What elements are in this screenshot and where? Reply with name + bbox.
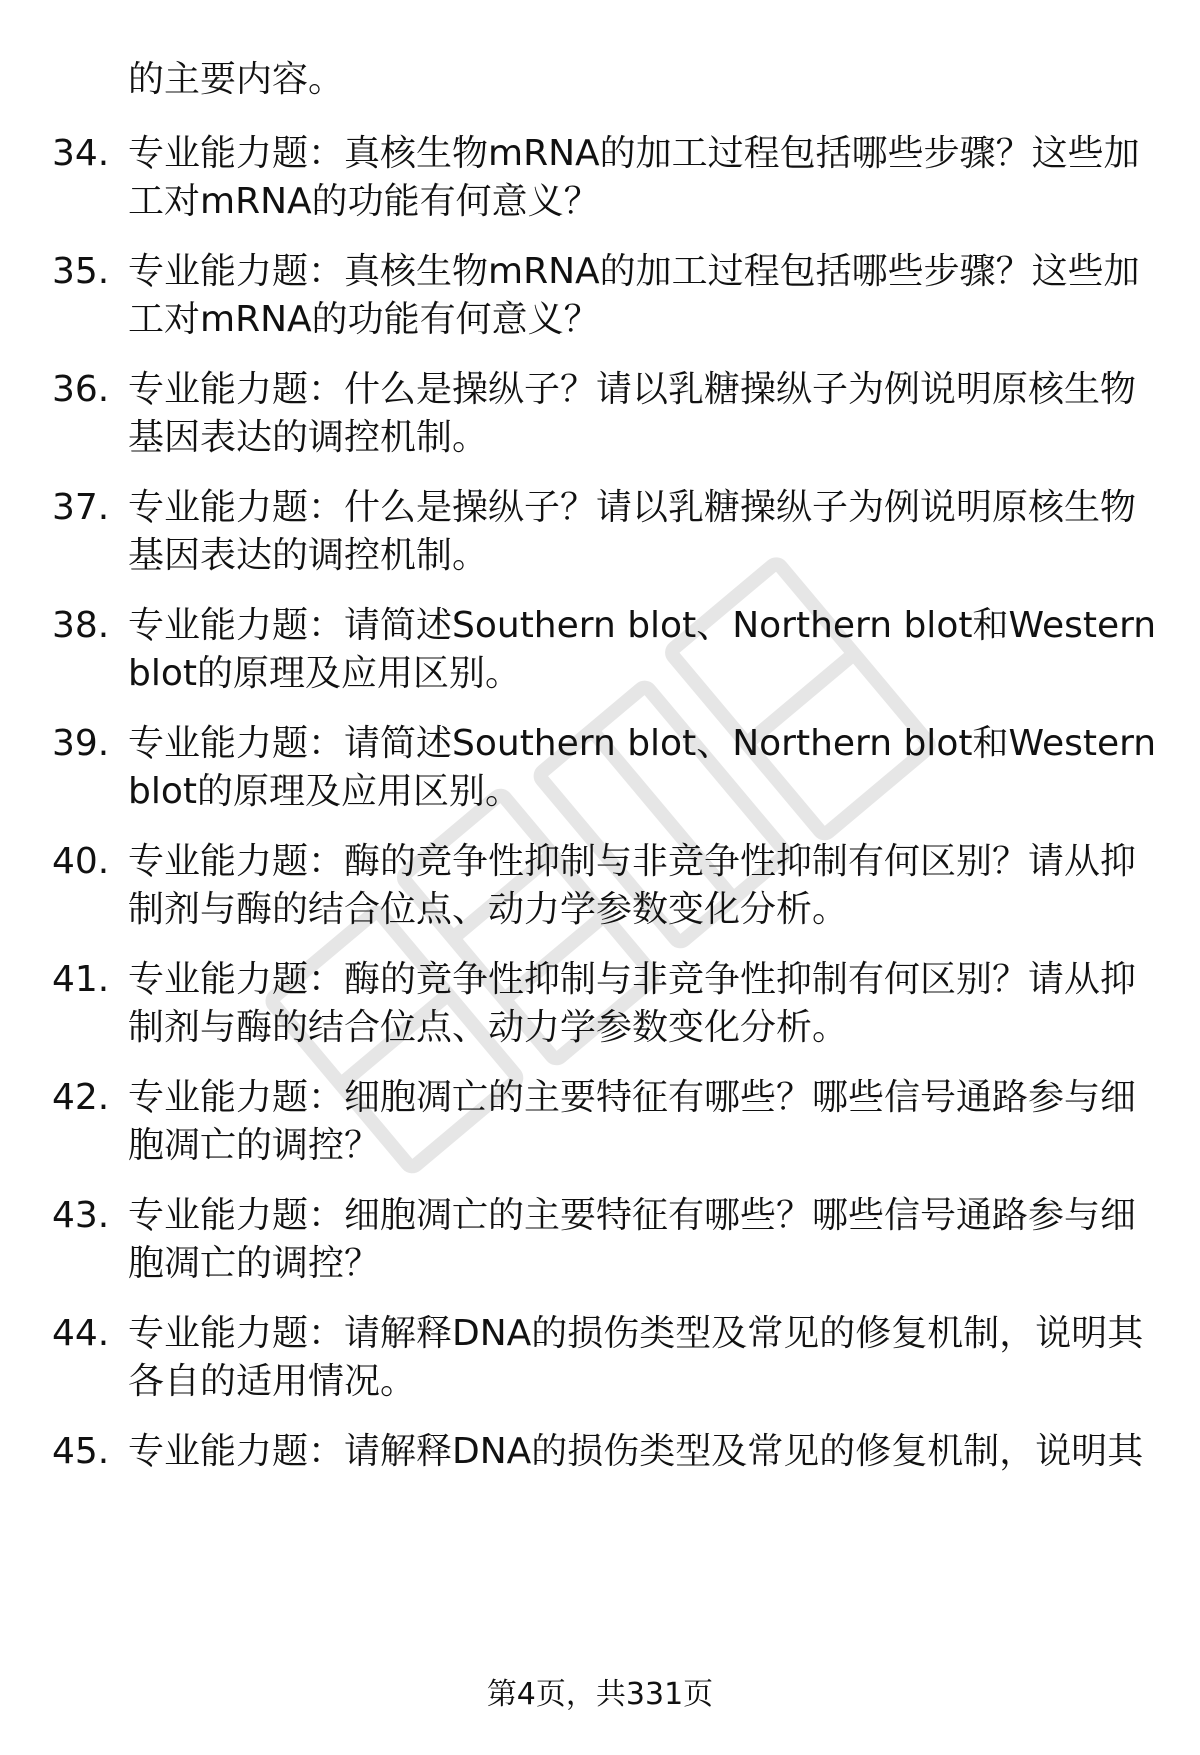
- item-text: [128, 1428, 1168, 1476]
- item-line: 专业能力题：请简述Southern blot、Northern blot和Western: [128, 605, 1157, 646]
- item-line: 基因表达的调控机制。: [128, 417, 489, 458]
- item-number: 35.: [52, 251, 110, 292]
- item-text: [128, 602, 1168, 698]
- item-line: 专业能力题：请解释DNA的损伤类型及常见的修复机制，说明其: [128, 1431, 1144, 1472]
- item-line: 专业能力题：请解释DNA的损伤类型及常见的修复机制，说明其: [128, 1313, 1144, 1354]
- item-number: 36.: [52, 369, 110, 410]
- item-line: 专业能力题：什么是操纵子？请以乳糖操纵子为例说明原核生物: [128, 369, 1137, 410]
- item-line: 各自的适用情况。: [128, 1361, 417, 1402]
- item-number: 44.: [52, 1313, 110, 1354]
- item-line: 专业能力题：真核生物mRNA的加工过程包括哪些步骤？这些加: [128, 133, 1140, 174]
- item-text: [128, 248, 1168, 344]
- item-line: 专业能力题：真核生物mRNA的加工过程包括哪些步骤？这些加: [128, 251, 1140, 292]
- item-number: 41.: [52, 959, 110, 1000]
- item-line: 制剂与酶的结合位点、动力学参数变化分析。: [128, 889, 849, 930]
- item-text: [128, 366, 1168, 462]
- item-line: 专业能力题：酶的竞争性抑制与非竞争性抑制有何区别？请从抑: [128, 959, 1137, 1000]
- item-number: 38.: [52, 605, 110, 646]
- item-line: 专业能力题：请简述Southern blot、Northern blot和Western: [128, 723, 1157, 764]
- item-text: [128, 956, 1168, 1052]
- item-number: 42.: [52, 1077, 110, 1118]
- item-text: [128, 484, 1168, 580]
- item-line: 专业能力题：细胞凋亡的主要特征有哪些？哪些信号通路参与细: [128, 1077, 1137, 1118]
- item-text: [128, 720, 1168, 816]
- item-number: 37.: [52, 487, 110, 528]
- page-footer: 第4页，共331页: [486, 1677, 714, 1712]
- item-line: 制剂与酶的结合位点、动力学参数变化分析。: [128, 1007, 849, 1048]
- item-line: 专业能力题：酶的竞争性抑制与非竞争性抑制有何区别？请从抑: [128, 841, 1137, 882]
- item-number: 39.: [52, 723, 110, 764]
- item-number: 43.: [52, 1195, 110, 1236]
- item-line: blot的原理及应用区别。: [128, 771, 521, 812]
- item-text: [128, 1310, 1168, 1406]
- item-number: 40.: [52, 841, 110, 882]
- item-line: 胞凋亡的调控？: [128, 1243, 381, 1284]
- item-line: 胞凋亡的调控？: [128, 1125, 381, 1166]
- item-line: 工对mRNA的功能有何意义？: [128, 299, 600, 340]
- continuation-text: 的主要内容。: [128, 59, 345, 100]
- item-text: [128, 1192, 1168, 1288]
- item-text: [128, 1074, 1168, 1170]
- item-text: [128, 130, 1168, 226]
- item-line: 工对mRNA的功能有何意义？: [128, 181, 600, 222]
- item-number: 45.: [52, 1431, 110, 1472]
- item-line: 专业能力题：什么是操纵子？请以乳糖操纵子为例说明原核生物: [128, 487, 1137, 528]
- item-number: 34.: [52, 133, 110, 174]
- item-line: blot的原理及应用区别。: [128, 653, 521, 694]
- item-line: 专业能力题：细胞凋亡的主要特征有哪些？哪些信号通路参与细: [128, 1195, 1137, 1236]
- item-text: [128, 838, 1168, 934]
- item-line: 基因表达的调控机制。: [128, 535, 489, 576]
